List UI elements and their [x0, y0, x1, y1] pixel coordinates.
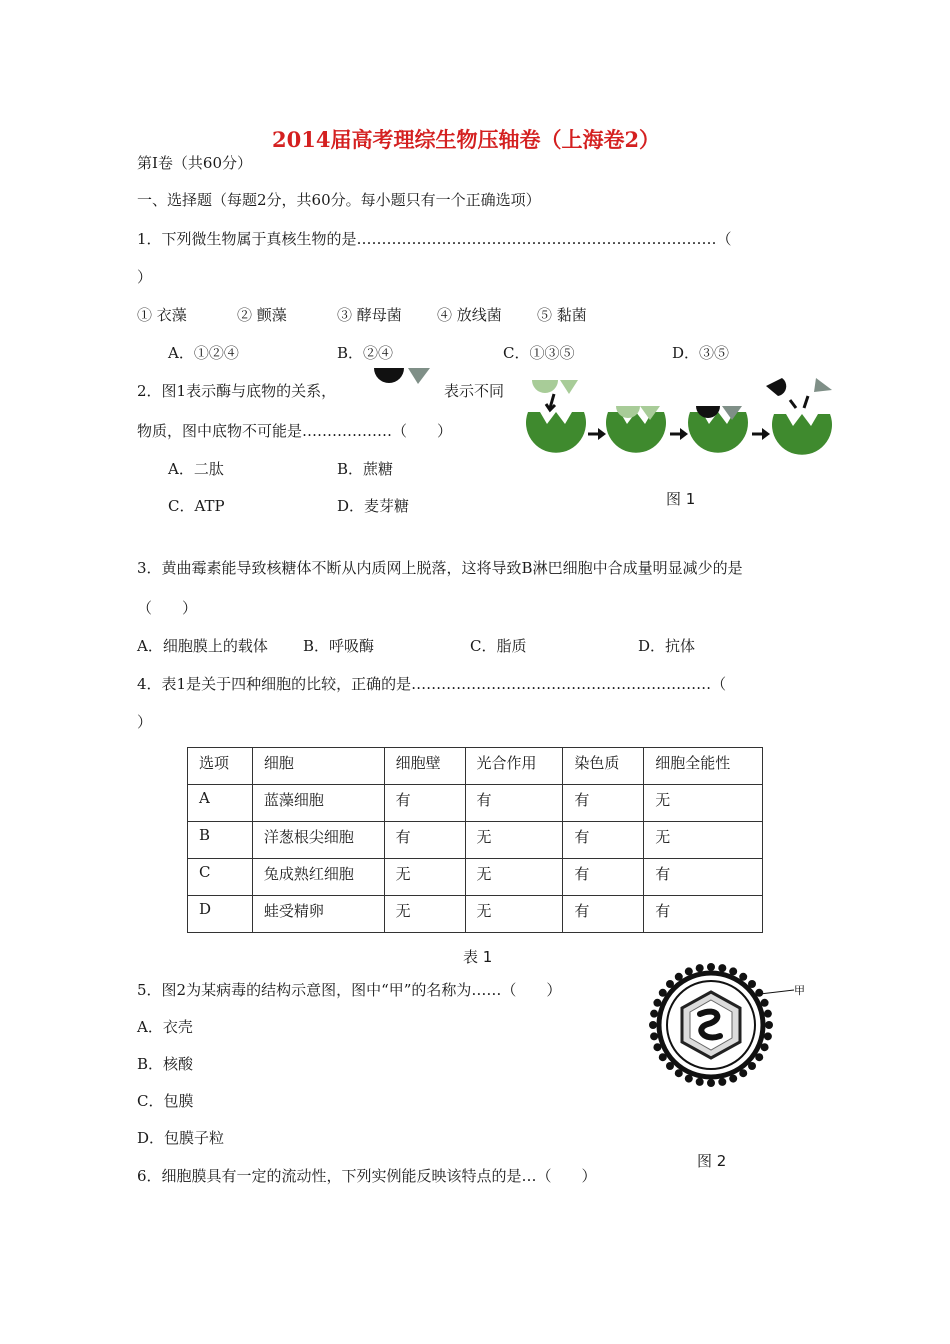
figure-1-caption: 图 1 — [666, 490, 696, 508]
table-cell: 无 — [465, 822, 563, 859]
table-header: 选项 — [188, 748, 253, 785]
table-cell: 有 — [644, 896, 763, 933]
table-cell: 无 — [465, 859, 563, 896]
table-row — [188, 822, 763, 859]
table-row — [188, 785, 763, 822]
question-1-item: ③ 酵母菌 — [337, 306, 402, 324]
figure-2-label: 甲 — [794, 984, 805, 997]
table-cell: 有 — [563, 859, 644, 896]
table-header: 细胞壁 — [384, 748, 465, 785]
question-3-stem: 3．黄曲霉素能导致核糖体不断从内质网上脱落，这将导致B淋巴细胞中合成量明显减少的是 — [137, 559, 743, 577]
question-2-option-a: A．二肽 — [168, 460, 224, 478]
question-2-stem-end: 物质，图中底物不可能是………………（ ） — [137, 422, 453, 440]
figure-2-caption: 图 2 — [697, 1152, 727, 1170]
question-5-option-b: B．核酸 — [137, 1055, 194, 1073]
question-3-stem-end: （ ） — [137, 599, 198, 617]
table-row — [188, 896, 763, 933]
substrate-icons — [370, 364, 432, 390]
spike-icon — [764, 1010, 772, 1018]
enzyme-icon — [526, 412, 586, 453]
table-cell: 无 — [384, 859, 465, 896]
enzyme-icon — [606, 412, 666, 453]
table-cell: 蛙受精卵 — [252, 896, 384, 933]
table-cell: 无 — [465, 896, 563, 933]
table-cell: C — [188, 859, 253, 896]
question-3-option-b: B．呼吸酶 — [303, 637, 375, 655]
question-1-option-a: A．①②④ — [168, 344, 239, 362]
question-1-stem: 1．下列微生物属于真核生物的是………………………………………………………………（ — [137, 230, 732, 248]
table-header: 光合作用 — [465, 748, 563, 785]
question-1-item: ② 颤藻 — [237, 306, 287, 324]
table-cell: 无 — [384, 896, 465, 933]
spike-icon — [764, 1032, 772, 1040]
page-title: 2014届高考理综生物压轴卷（上海卷2） — [272, 127, 661, 152]
table-header: 细胞 — [252, 748, 384, 785]
spike-icon — [696, 964, 704, 972]
spike-icon — [718, 1078, 726, 1086]
question-1-option-c: C．①③⑤ — [503, 344, 575, 362]
comparison-table — [187, 747, 763, 933]
question-1-option-d: D．③⑤ — [672, 344, 730, 362]
gray-product-icon — [814, 378, 832, 392]
question-2-option-c: C．ATP — [168, 497, 225, 515]
table-cell: 有 — [563, 785, 644, 822]
question-1-item: ⑤ 黏菌 — [537, 306, 587, 324]
spike-icon — [649, 1021, 657, 1029]
question-4-stem: 4．表1是关于四种细胞的比较，正确的是……………………………………………………（ — [137, 675, 727, 693]
question-1-stem-end: ） — [137, 268, 153, 286]
table-cell: 有 — [384, 785, 465, 822]
question-2-stem: 2．图1表示酶与底物的关系， — [137, 382, 337, 400]
table-cell: 蓝藻细胞 — [252, 785, 384, 822]
part-heading: 一、选择题（每题2分，共60分。每小题只有一个正确选项） — [137, 191, 541, 209]
question-2-option-d: D．麦芽糖 — [337, 497, 410, 515]
table-cell: 无 — [644, 822, 763, 859]
table-cell: 有 — [563, 896, 644, 933]
question-5-option-a: A．衣壳 — [137, 1018, 193, 1036]
question-5-option-c: C．包膜 — [137, 1092, 194, 1110]
spike-icon — [718, 964, 726, 972]
spike-icon — [650, 1010, 658, 1018]
virus-structure-diagram — [648, 962, 808, 1092]
table-cell: D — [188, 896, 253, 933]
enzyme-icon — [688, 412, 748, 453]
spike-icon — [765, 1021, 773, 1029]
table-header-row — [188, 748, 763, 785]
table-header: 染色质 — [563, 748, 644, 785]
section-heading: 第Ⅰ卷（共60分） — [137, 154, 253, 172]
question-1-item: ④ 放线菌 — [437, 306, 502, 324]
question-2-stem-mid: 表示不同 — [444, 382, 505, 400]
table-cell: A — [188, 785, 253, 822]
table-1-caption: 表 1 — [463, 948, 493, 966]
gray-triangle-icon — [408, 368, 430, 384]
question-3-option-d: D．抗体 — [638, 637, 696, 655]
question-3-option-a: A．细胞膜上的载体 — [137, 637, 268, 655]
question-3-option-c: C．脂质 — [470, 637, 527, 655]
table-header: 细胞全能性 — [644, 748, 763, 785]
spike-icon — [650, 1032, 658, 1040]
spike-icon — [707, 1079, 715, 1087]
table-cell: 洋葱根尖细胞 — [252, 822, 384, 859]
table-cell: 有 — [384, 822, 465, 859]
question-4-stem-end: ） — [137, 713, 153, 731]
table-cell: 兔成熟红细胞 — [252, 859, 384, 896]
table-cell: B — [188, 822, 253, 859]
question-1-item: ① 衣藻 — [137, 306, 187, 324]
table-cell: 有 — [563, 822, 644, 859]
arrow-down-icon — [546, 394, 555, 410]
enzyme-icon — [772, 414, 832, 455]
dark-substrate-icon — [374, 368, 404, 383]
light-triangle-icon — [560, 380, 578, 394]
label-line — [760, 990, 794, 994]
table-cell: 有 — [644, 859, 763, 896]
spike-icon — [707, 963, 715, 971]
spike-icon — [696, 1078, 704, 1086]
table-row — [188, 859, 763, 896]
question-1-option-b: B．②④ — [337, 344, 394, 362]
question-5-stem: 5．图2为某病毒的结构示意图，图中“甲”的名称为……（ ） — [137, 981, 562, 999]
table-cell: 无 — [644, 785, 763, 822]
question-6-stem: 6．细胞膜具有一定的流动性，下列实例能反映该特点的是…（ ） — [137, 1167, 597, 1185]
question-5-option-d: D．包膜子粒 — [137, 1129, 225, 1147]
table-cell: 有 — [465, 785, 563, 822]
light-substrate-icon — [532, 380, 558, 393]
question-2-option-b: B．蔗糖 — [337, 460, 394, 478]
enzyme-substrate-diagram — [520, 372, 840, 472]
dark-product-icon — [766, 378, 786, 396]
